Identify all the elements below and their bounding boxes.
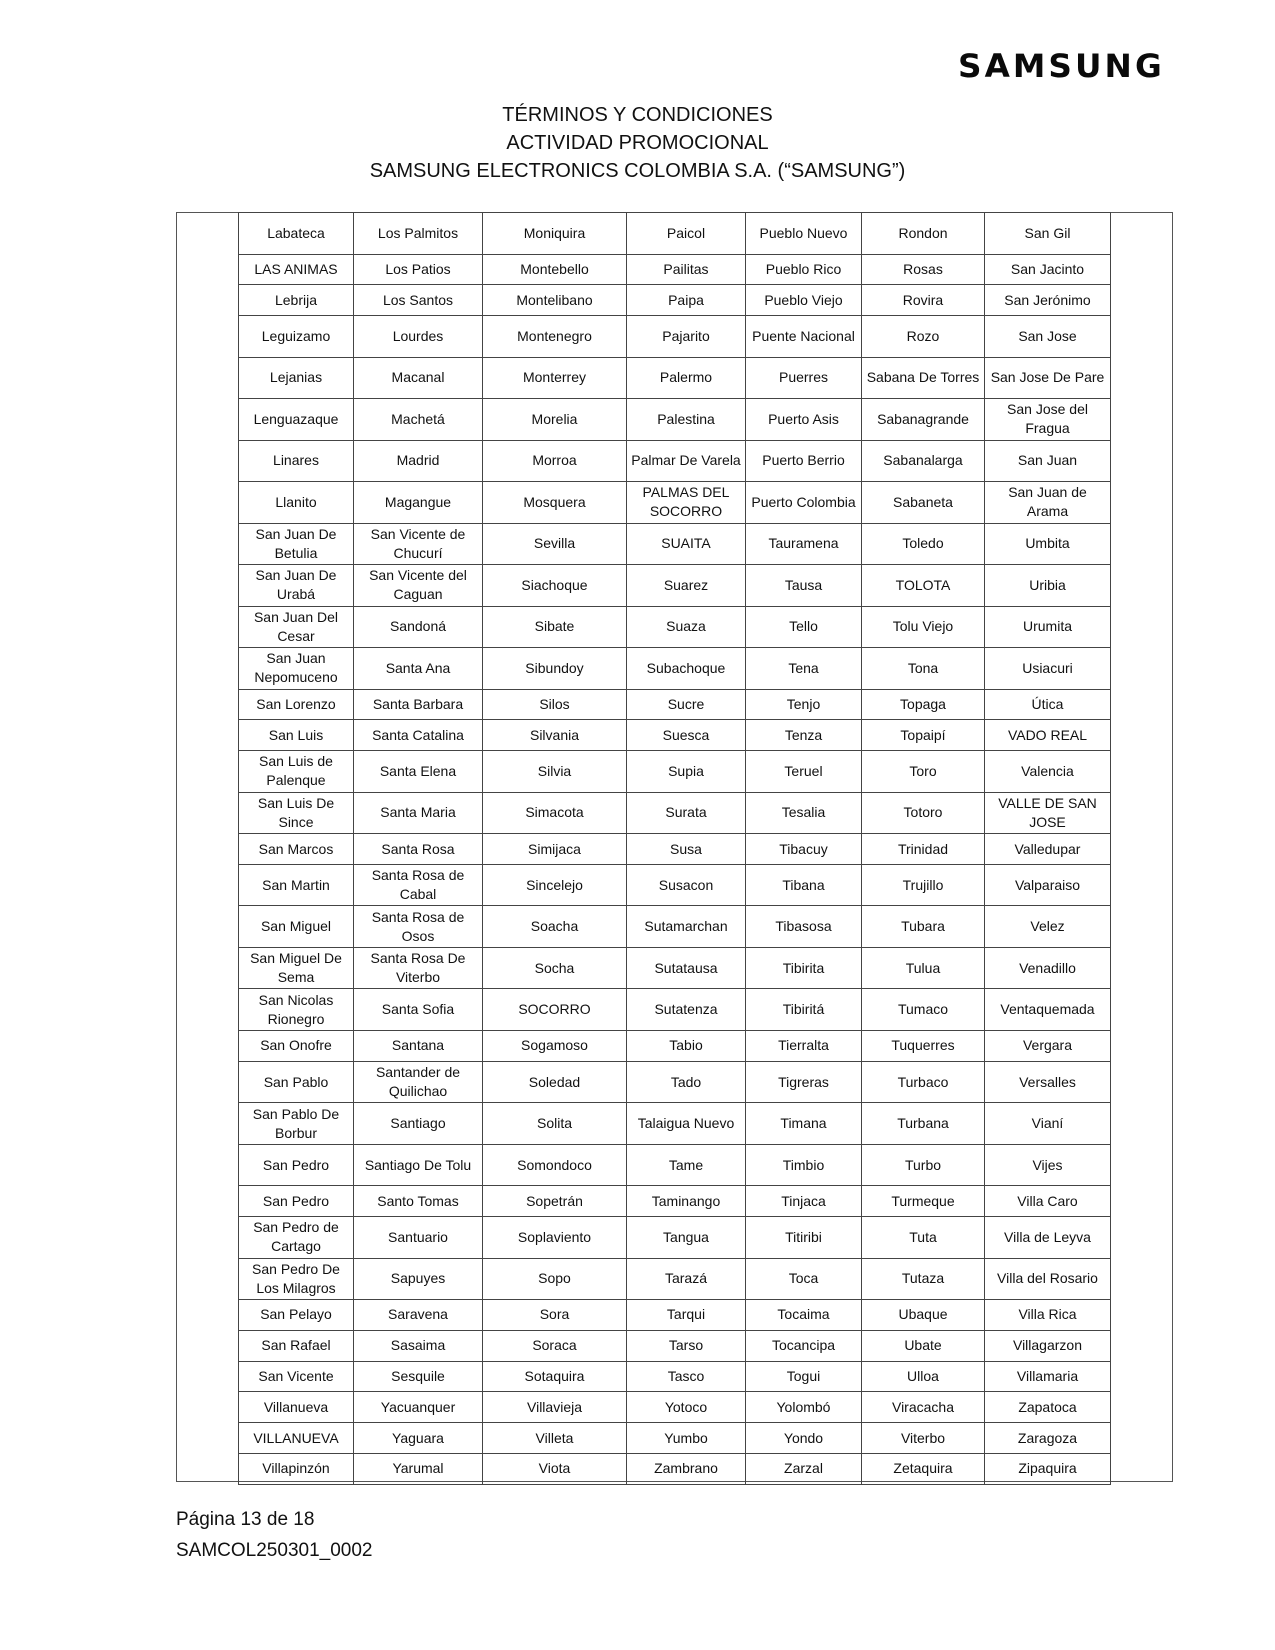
table-cell: Puerto Berrio	[746, 440, 862, 482]
table-cell: Santa Catalina	[354, 720, 483, 751]
table-cell: San Luis de Palenque	[239, 751, 354, 793]
table-cell: Zaragoza	[985, 1423, 1111, 1454]
table-cell: Santa Elena	[354, 751, 483, 793]
table-cell: Suesca	[627, 720, 746, 751]
table-cell: Simijaca	[483, 834, 627, 865]
table-row	[239, 751, 1111, 793]
table-cell: San Juan De Betulia	[239, 523, 354, 565]
table-cell: Topaipí	[862, 720, 985, 751]
table-cell: Sora	[483, 1300, 627, 1331]
table-cell: Trinidad	[862, 834, 985, 865]
table-cell: Teruel	[746, 751, 862, 793]
table-cell: Tigreras	[746, 1061, 862, 1103]
table-cell: Vergara	[985, 1030, 1111, 1061]
table-cell: Palermo	[627, 357, 746, 399]
table-cell: SUAITA	[627, 523, 746, 565]
table-cell: Togui	[746, 1361, 862, 1392]
table-cell: Santo Tomas	[354, 1186, 483, 1217]
table-cell: Montenegro	[483, 316, 627, 358]
table-cell: Tesalia	[746, 792, 862, 834]
table-cell: San Luis De Since	[239, 792, 354, 834]
table-cell: San Miguel De Sema	[239, 947, 354, 989]
table-cell: Viracacha	[862, 1392, 985, 1423]
table-cell: Toledo	[862, 523, 985, 565]
table-cell: San Juan de Arama	[985, 482, 1111, 524]
table-cell: Tulua	[862, 947, 985, 989]
table-cell: Tona	[862, 648, 985, 690]
table-row	[239, 565, 1111, 607]
table-cell: Mosquera	[483, 482, 627, 524]
samsung-logo: SAMSUNG	[958, 47, 1165, 85]
table-cell: Tado	[627, 1061, 746, 1103]
table-cell: Turbo	[862, 1144, 985, 1186]
table-cell: Leguizamo	[239, 316, 354, 358]
header-title: TÉRMINOS Y CONDICIONES	[502, 104, 773, 126]
table-cell: Sandoná	[354, 606, 483, 648]
table-cell: Suarez	[627, 565, 746, 607]
table-cell: Surata	[627, 792, 746, 834]
table-row	[239, 523, 1111, 565]
table-cell: Taminango	[627, 1186, 746, 1217]
table-cell: Tocancipa	[746, 1330, 862, 1361]
table-cell: PALMAS DEL SOCORRO	[627, 482, 746, 524]
table-cell: Tangua	[627, 1217, 746, 1259]
table-cell: Yarumal	[354, 1454, 483, 1485]
table-cell: San Juan	[985, 440, 1111, 482]
table-cell: Pajarito	[627, 316, 746, 358]
table-cell: Viota	[483, 1454, 627, 1485]
table-cell: Tibirita	[746, 947, 862, 989]
table-cell: Tuta	[862, 1217, 985, 1259]
table-cell: Morelia	[483, 399, 627, 441]
table-cell: Los Patios	[354, 254, 483, 285]
table-cell: Socha	[483, 947, 627, 989]
table-cell: Viterbo	[862, 1423, 985, 1454]
table-cell: Valledupar	[985, 834, 1111, 865]
table-cell: Subachoque	[627, 648, 746, 690]
table-cell: Usiacuri	[985, 648, 1111, 690]
table-row	[239, 648, 1111, 690]
table-cell: Tuquerres	[862, 1030, 985, 1061]
table-row	[239, 606, 1111, 648]
table-row	[239, 1300, 1111, 1331]
table-cell: Sibundoy	[483, 648, 627, 690]
table-cell: Timana	[746, 1103, 862, 1145]
table-cell: Sabaneta	[862, 482, 985, 524]
table-cell: San Vicente del Caguan	[354, 565, 483, 607]
table-cell: Talaigua Nuevo	[627, 1103, 746, 1145]
table-cell: Santana	[354, 1030, 483, 1061]
table-cell: Machetá	[354, 399, 483, 441]
table-cell: San Pablo	[239, 1061, 354, 1103]
table-row	[239, 213, 1111, 255]
table-cell: Los Palmitos	[354, 213, 483, 255]
table-cell: Villamaria	[985, 1361, 1111, 1392]
table-row	[239, 947, 1111, 989]
table-cell: San Rafael	[239, 1330, 354, 1361]
table-row	[239, 1258, 1111, 1300]
table-cell: Soplaviento	[483, 1217, 627, 1259]
table-cell: Montelibano	[483, 285, 627, 316]
table-cell: Lourdes	[354, 316, 483, 358]
table-cell: Santa Sofia	[354, 989, 483, 1031]
table-cell: Supia	[627, 751, 746, 793]
table-row	[239, 1217, 1111, 1259]
table-cell: Tutaza	[862, 1258, 985, 1300]
table-cell: Los Santos	[354, 285, 483, 316]
table-cell: San Nicolas Rionegro	[239, 989, 354, 1031]
table-cell: Turmeque	[862, 1186, 985, 1217]
table-cell: Santa Rosa de Osos	[354, 906, 483, 948]
table-cell: Yolombó	[746, 1392, 862, 1423]
table-row	[239, 1186, 1111, 1217]
table-cell: San Pelayo	[239, 1300, 354, 1331]
table-cell: San Gil	[985, 213, 1111, 255]
table-cell: Tarso	[627, 1330, 746, 1361]
table-cell: Topaga	[862, 689, 985, 720]
table-cell: Zarzal	[746, 1454, 862, 1485]
table-cell: San Juan De Urabá	[239, 565, 354, 607]
table-row	[239, 1061, 1111, 1103]
table-row	[239, 720, 1111, 751]
table-cell: Lenguazaque	[239, 399, 354, 441]
table-cell: Toro	[862, 751, 985, 793]
table-cell: Urumita	[985, 606, 1111, 648]
table-cell: Tarqui	[627, 1300, 746, 1331]
table-cell: Puerto Colombia	[746, 482, 862, 524]
table-row	[239, 254, 1111, 285]
municipalities-table	[238, 212, 1111, 1485]
table-cell: San Vicente de Chucurí	[354, 523, 483, 565]
table-cell: TOLOTA	[862, 565, 985, 607]
table-row	[239, 1423, 1111, 1454]
table-row	[239, 316, 1111, 358]
header-subtitle: ACTIVIDAD PROMOCIONAL	[506, 132, 769, 154]
table-cell: Rondon	[862, 213, 985, 255]
table-row	[239, 989, 1111, 1031]
table-cell: Rozo	[862, 316, 985, 358]
table-cell: Saravena	[354, 1300, 483, 1331]
table-row	[239, 864, 1111, 906]
document-code: SAMCOL250301_0002	[176, 1540, 373, 1561]
table-cell: San Pablo De Borbur	[239, 1103, 354, 1145]
document-header	[0, 101, 1275, 185]
table-cell: VADO REAL	[985, 720, 1111, 751]
table-cell: Ubate	[862, 1330, 985, 1361]
table-cell: San Lorenzo	[239, 689, 354, 720]
table-cell: Uribia	[985, 565, 1111, 607]
table-cell: Toca	[746, 1258, 862, 1300]
table-cell: Puerres	[746, 357, 862, 399]
table-cell: Timbio	[746, 1144, 862, 1186]
table-cell: Tausa	[746, 565, 862, 607]
table-cell: Villavieja	[483, 1392, 627, 1423]
table-cell: Sutatausa	[627, 947, 746, 989]
table-cell: Silvia	[483, 751, 627, 793]
table-cell: Tello	[746, 606, 862, 648]
table-cell: Moniquira	[483, 213, 627, 255]
table-cell: San Jacinto	[985, 254, 1111, 285]
page-middle: de	[266, 1509, 289, 1530]
table-cell: San Juan Del Cesar	[239, 606, 354, 648]
table-cell: Sincelejo	[483, 864, 627, 906]
table-cell: Santa Maria	[354, 792, 483, 834]
table-cell: Zetaquira	[862, 1454, 985, 1485]
table-cell: Villa Rica	[985, 1300, 1111, 1331]
header-company: SAMSUNG ELECTRONICS COLOMBIA S.A. (“SAMSUNG”)	[369, 160, 906, 182]
table-cell: Zambrano	[627, 1454, 746, 1485]
table-cell: Rosas	[862, 254, 985, 285]
table-cell: Santa Ana	[354, 648, 483, 690]
table-row	[239, 834, 1111, 865]
table-cell: San Marcos	[239, 834, 354, 865]
table-cell: San Jerónimo	[985, 285, 1111, 316]
table-row	[239, 1103, 1111, 1145]
table-cell: Pueblo Rico	[746, 254, 862, 285]
table-cell: San Jose De Pare	[985, 357, 1111, 399]
table-cell: Paipa	[627, 285, 746, 316]
table-cell: Yotoco	[627, 1392, 746, 1423]
table-cell: Llanito	[239, 482, 354, 524]
table-cell: Soacha	[483, 906, 627, 948]
table-cell: Vijes	[985, 1144, 1111, 1186]
table-cell: Sabana De Torres	[862, 357, 985, 399]
table-cell: Ulloa	[862, 1361, 985, 1392]
table-cell: San Martin	[239, 864, 354, 906]
table-row	[239, 1454, 1111, 1485]
table-cell: Tarazá	[627, 1258, 746, 1300]
table-cell: Santa Rosa de Cabal	[354, 864, 483, 906]
page-current: 13	[240, 1509, 262, 1530]
table-cell: Tame	[627, 1144, 746, 1186]
table-cell: Macanal	[354, 357, 483, 399]
table-cell: Tibasosa	[746, 906, 862, 948]
table-cell: Tabio	[627, 1030, 746, 1061]
table-cell: Tubara	[862, 906, 985, 948]
table-cell: Sotaquira	[483, 1361, 627, 1392]
table-cell: Villa de Leyva	[985, 1217, 1111, 1259]
table-cell: Ubaque	[862, 1300, 985, 1331]
table-cell: Pailitas	[627, 254, 746, 285]
table-cell: Sopetrán	[483, 1186, 627, 1217]
table-cell: Tibacuy	[746, 834, 862, 865]
table-cell: Siachoque	[483, 565, 627, 607]
table-cell: Zipaquira	[985, 1454, 1111, 1485]
table-cell: Morroa	[483, 440, 627, 482]
table-cell: San Luis	[239, 720, 354, 751]
table-cell: Sesquile	[354, 1361, 483, 1392]
table-cell: Pueblo Nuevo	[746, 213, 862, 255]
page-number	[176, 1509, 314, 1531]
table-cell: Pueblo Viejo	[746, 285, 862, 316]
table-cell: Paicol	[627, 213, 746, 255]
table-cell: Palestina	[627, 399, 746, 441]
table-cell: Tierralta	[746, 1030, 862, 1061]
table-cell: Tenjo	[746, 689, 862, 720]
table-cell: Rovira	[862, 285, 985, 316]
table-row	[239, 689, 1111, 720]
table-cell: Yacuanquer	[354, 1392, 483, 1423]
table-cell: San Jose	[985, 316, 1111, 358]
table-cell: LAS ANIMAS	[239, 254, 354, 285]
table-cell: Susa	[627, 834, 746, 865]
table-cell: Yaguara	[354, 1423, 483, 1454]
table-cell: Versalles	[985, 1061, 1111, 1103]
table-cell: Silvania	[483, 720, 627, 751]
table-cell: San Vicente	[239, 1361, 354, 1392]
table-cell: Susacon	[627, 864, 746, 906]
table-cell: Santiago De Tolu	[354, 1144, 483, 1186]
table-cell: Totoro	[862, 792, 985, 834]
table-row	[239, 906, 1111, 948]
table-row	[239, 1030, 1111, 1061]
table-cell: Velez	[985, 906, 1111, 948]
table-cell: Lejanias	[239, 357, 354, 399]
table-row	[239, 285, 1111, 316]
table-cell: San Pedro De Los Milagros	[239, 1258, 354, 1300]
table-cell: Zapatoca	[985, 1392, 1111, 1423]
table-cell: Titiribi	[746, 1217, 862, 1259]
page-prefix: Página	[176, 1509, 236, 1530]
table-cell: Villanueva	[239, 1392, 354, 1423]
table-row	[239, 1144, 1111, 1186]
table-cell: Villapinzón	[239, 1454, 354, 1485]
table-cell: Sibate	[483, 606, 627, 648]
table-cell: Sutatenza	[627, 989, 746, 1031]
table-cell: Villagarzon	[985, 1330, 1111, 1361]
table-cell: Santa Rosa De Viterbo	[354, 947, 483, 989]
table-row	[239, 792, 1111, 834]
table-cell: Tibana	[746, 864, 862, 906]
table-cell: Sogamoso	[483, 1030, 627, 1061]
table-cell: Palmar De Varela	[627, 440, 746, 482]
table-cell: Turbaco	[862, 1061, 985, 1103]
table-row	[239, 1361, 1111, 1392]
table-cell: San Onofre	[239, 1030, 354, 1061]
table-cell: Tauramena	[746, 523, 862, 565]
table-row	[239, 1330, 1111, 1361]
table-cell: Tena	[746, 648, 862, 690]
table-cell: San Pedro	[239, 1144, 354, 1186]
table-cell: Trujillo	[862, 864, 985, 906]
table-cell: Monterrey	[483, 357, 627, 399]
table-cell: Yumbo	[627, 1423, 746, 1454]
table-cell: SOCORRO	[483, 989, 627, 1031]
table-cell: San Miguel	[239, 906, 354, 948]
table-cell: Tolu Viejo	[862, 606, 985, 648]
table-cell: Tinjaca	[746, 1186, 862, 1217]
table-cell: Sucre	[627, 689, 746, 720]
table-cell: Santa Barbara	[354, 689, 483, 720]
table-cell: Útica	[985, 689, 1111, 720]
table-cell: Tumaco	[862, 989, 985, 1031]
table-cell: Soraca	[483, 1330, 627, 1361]
page-total: 18	[293, 1509, 315, 1530]
table-cell: Sopo	[483, 1258, 627, 1300]
table-cell: San Jose del Fragua	[985, 399, 1111, 441]
table-cell: Vianí	[985, 1103, 1111, 1145]
table-cell: Puente Nacional	[746, 316, 862, 358]
table-cell: Simacota	[483, 792, 627, 834]
table-cell: Suaza	[627, 606, 746, 648]
table-cell: Tasco	[627, 1361, 746, 1392]
table-cell: Sabanalarga	[862, 440, 985, 482]
table-cell: Labateca	[239, 213, 354, 255]
table-cell: Santa Rosa	[354, 834, 483, 865]
table-cell: Ventaquemada	[985, 989, 1111, 1031]
table-cell: Villeta	[483, 1423, 627, 1454]
table-cell: VALLE DE SAN JOSE	[985, 792, 1111, 834]
table-cell: Silos	[483, 689, 627, 720]
table-cell: Montebello	[483, 254, 627, 285]
table-cell: Sevilla	[483, 523, 627, 565]
table-cell: VILLANUEVA	[239, 1423, 354, 1454]
table-cell: Soledad	[483, 1061, 627, 1103]
table-cell: Valparaiso	[985, 864, 1111, 906]
table-cell: Umbita	[985, 523, 1111, 565]
table-row	[239, 399, 1111, 441]
table-cell: San Pedro de Cartago	[239, 1217, 354, 1259]
table-cell: Santuario	[354, 1217, 483, 1259]
table-cell: Villa Caro	[985, 1186, 1111, 1217]
table-cell: San Juan Nepomuceno	[239, 648, 354, 690]
table-cell: Puerto Asis	[746, 399, 862, 441]
table-cell: Villa del Rosario	[985, 1258, 1111, 1300]
table-row	[239, 440, 1111, 482]
table-cell: Santiago	[354, 1103, 483, 1145]
table-cell: Yondo	[746, 1423, 862, 1454]
table-cell: Tenza	[746, 720, 862, 751]
table-cell: Tibiritá	[746, 989, 862, 1031]
table-cell: Tocaima	[746, 1300, 862, 1331]
table-cell: Magangue	[354, 482, 483, 524]
table-row	[239, 1392, 1111, 1423]
table-row	[239, 357, 1111, 399]
table-cell: Linares	[239, 440, 354, 482]
table-cell: Santander de Quilichao	[354, 1061, 483, 1103]
table-cell: Madrid	[354, 440, 483, 482]
table-cell: Sapuyes	[354, 1258, 483, 1300]
table-cell: Valencia	[985, 751, 1111, 793]
table-cell: Turbana	[862, 1103, 985, 1145]
table-cell: Lebrija	[239, 285, 354, 316]
table-cell: Sutamarchan	[627, 906, 746, 948]
table-cell: San Pedro	[239, 1186, 354, 1217]
table-cell: Venadillo	[985, 947, 1111, 989]
table-cell: Sabanagrande	[862, 399, 985, 441]
table-cell: Solita	[483, 1103, 627, 1145]
table-row	[239, 482, 1111, 524]
table-cell: Sasaima	[354, 1330, 483, 1361]
table-cell: Somondoco	[483, 1144, 627, 1186]
